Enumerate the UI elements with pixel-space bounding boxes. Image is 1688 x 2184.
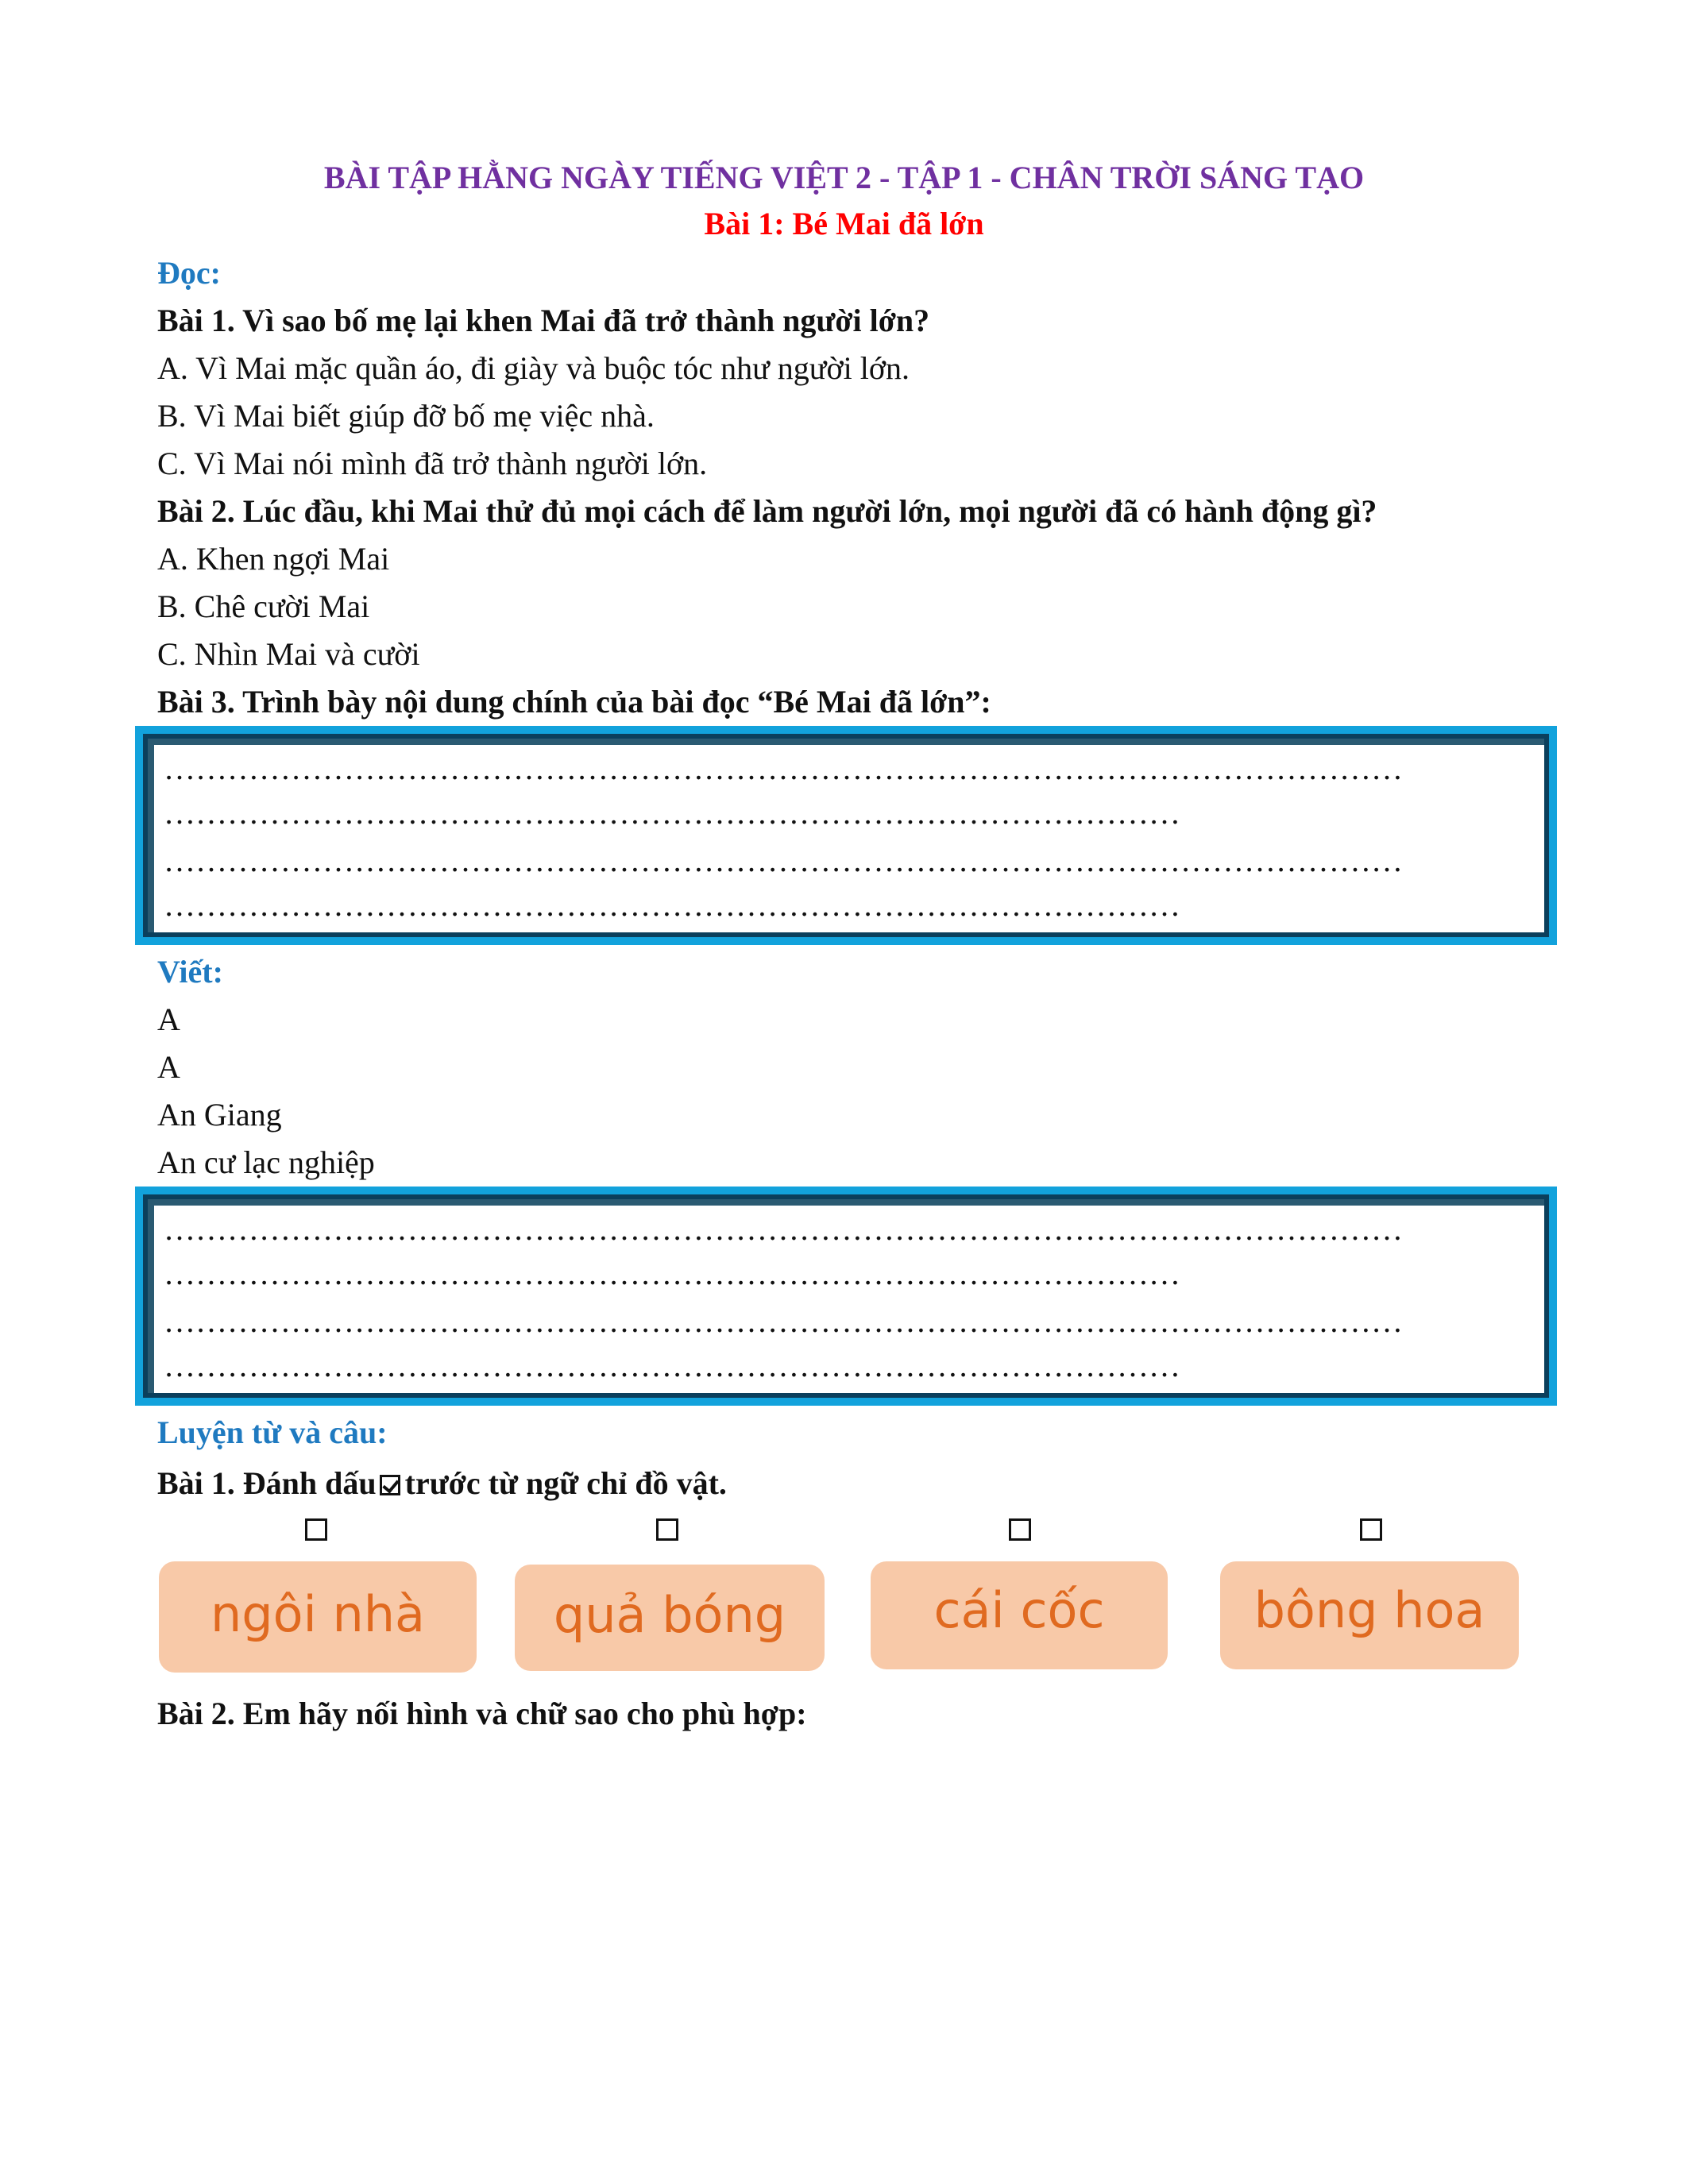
writing-line: An cư lạc nghiệp [157, 1144, 375, 1180]
ltvc-q1-text-after: trước từ ngữ chỉ đồ vật. [404, 1465, 727, 1501]
ltvc-question-1 [157, 1461, 727, 1506]
q2-option-a: A. Khen ngợi Mai [157, 541, 390, 577]
answer-box-doc[interactable] [135, 726, 1557, 945]
section-heading-viet: Viết: [157, 954, 223, 990]
checkbox-cai-coc[interactable] [1009, 1518, 1031, 1541]
writing-line: A [157, 1049, 180, 1085]
writing-line: An Giang [157, 1097, 282, 1133]
question-3: Bài 3. Trình bày nội dung chính của bài đọc “Bé Mai đã lớn”: [157, 684, 991, 720]
word-card-bong-hoa: bông hoa [1220, 1561, 1519, 1669]
answer-line: …………………………………………………………………………………… [164, 1256, 1180, 1291]
word-card-qua-bong: quả bóng [515, 1565, 825, 1671]
q1-option-b: B. Vì Mai biết giúp đỡ bố mẹ việc nhà. [157, 398, 655, 434]
checkbox-qua-bong[interactable] [656, 1518, 678, 1541]
word-card-ngoi-nha: ngôi nhà [159, 1561, 477, 1673]
answer-line: …………………………………………………………………………………… [164, 887, 1180, 923]
answer-box-viet[interactable] [135, 1187, 1557, 1406]
ltvc-q1-text-before: Bài 1. Đánh dấu [157, 1465, 377, 1501]
question-2: Bài 2. Lúc đầu, khi Mai thử đủ mọi cách để làm người lớn, mọi người đã có hành động gì? [157, 493, 1377, 529]
q2-option-b: B. Chê cười Mai [157, 588, 370, 624]
checked-box-icon [380, 1475, 400, 1495]
q2-option-c: C. Nhìn Mai và cười [157, 636, 420, 672]
answer-line: …………………………………………………………………………………… [164, 795, 1180, 831]
section-heading-ltvc: Luyện từ và câu: [157, 1414, 388, 1450]
answer-line: ……………………………………………………………………………………………………… [164, 1211, 1403, 1247]
lesson-title: Bài 1: Bé Mai đã lớn [704, 206, 984, 241]
word-card-cai-coc: cái cốc [871, 1561, 1168, 1669]
answer-line: ……………………………………………………………………………………………………… [164, 1303, 1403, 1339]
answer-line: ……………………………………………………………………………………………………… [164, 843, 1403, 878]
checkbox-ngoi-nha[interactable] [305, 1518, 327, 1541]
answer-line: ……………………………………………………………………………………………………… [164, 751, 1403, 786]
q1-option-c: C. Vì Mai nói mình đã trở thành người lớn. [157, 446, 708, 481]
writing-line: A [157, 1001, 180, 1037]
answer-line: …………………………………………………………………………………… [164, 1348, 1180, 1383]
q1-option-a: A. Vì Mai mặc quần áo, đi giày và buộc tóc như người lớn. [157, 350, 910, 386]
section-heading-doc: Đọc: [157, 255, 221, 291]
question-1: Bài 1. Vì sao bố mẹ lại khen Mai đã trở thành người lớn? [157, 303, 930, 338]
document-title: BÀI TẬP HẰNG NGÀY TIẾNG VIỆT 2 - TẬP 1 - CHÂN TRỜI SÁNG TẠO [323, 160, 1365, 195]
ltvc-question-2: Bài 2. Em hãy nối hình và chữ sao cho phù hợp: [157, 1696, 807, 1731]
checkbox-bong-hoa[interactable] [1360, 1518, 1382, 1541]
